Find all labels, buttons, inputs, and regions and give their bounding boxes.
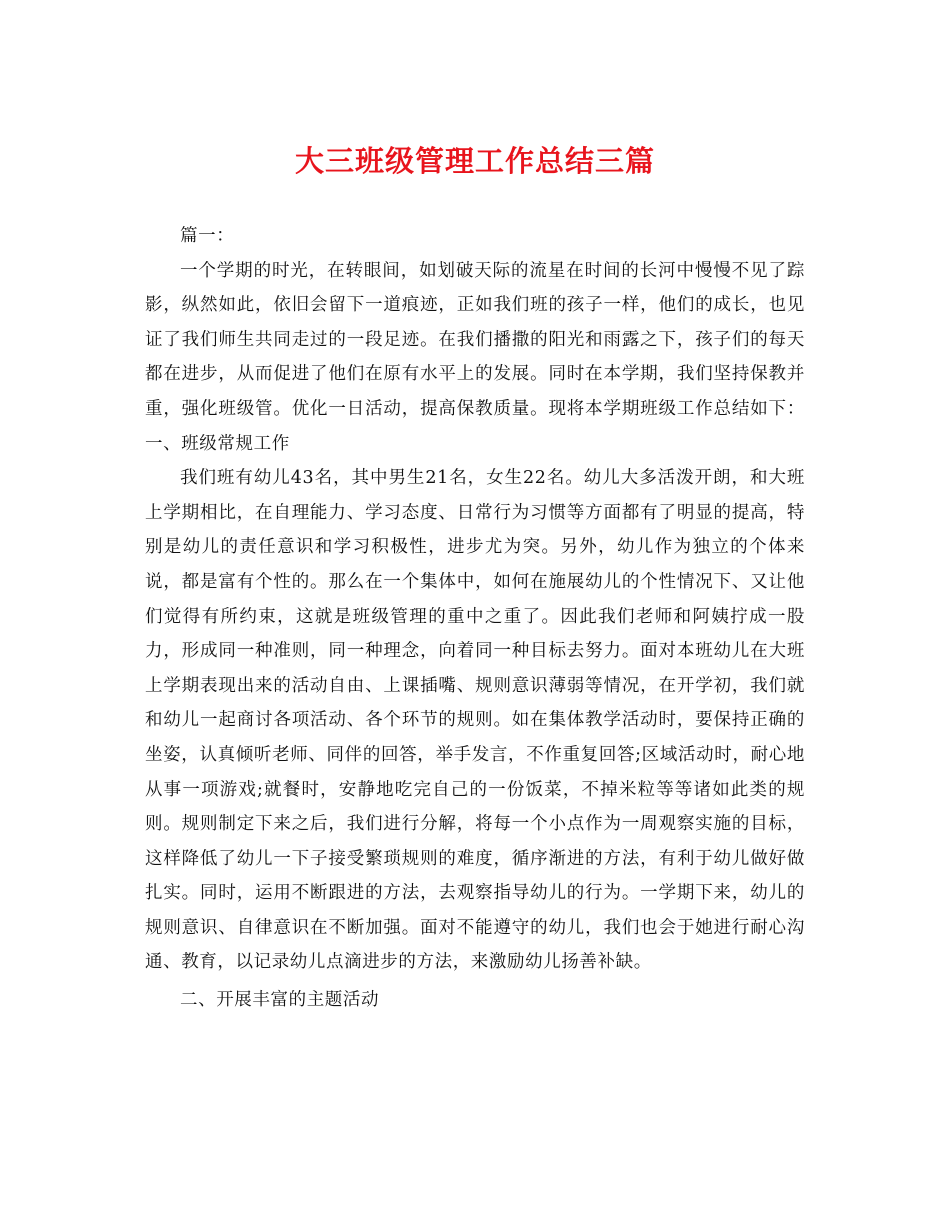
document-title: 大三班级管理工作总结三篇	[294, 144, 655, 178]
body-paragraph: 我们班有幼儿43名，其中男生21名，女生22名。幼儿大多活泼开朗，和大班上学期相比，在自理能力、学习态度、日常行为习惯等方面都有了明显的提高，特别是幼儿的责任意识和学习积极性，进步尤为突。另外，幼儿作为独立的个体来说，都是富有个性的。那么在一个集体中，如何在施展幼儿的个性情况下、又让他们觉得有所约束，这就是班级管理的重中之重了。因此我们老师和阿姨拧成一股力，形成同一种准则，同一种理念，向着同一种目标去努力。面对本班幼儿在大班上学期表现出来的活动自由、上课插嘴、规则意识薄弱等情况，在开学初，我们就和幼儿一起商讨各项活动、各个环节的规则。如在集体教学活动时，要保持正确的坐姿，认真倾听老师、同伴的回答，举手发言，不作重复回答;区域活动时，耐心地从事一项游戏;就餐时，安静地吃完自己的一份饭菜，不掉米粒等等诸如此类的规则。规则制定下来之后，我们进行分解，将每一个小点作为一周观察实施的目标，这样降低了幼儿一下子接受繁琐规则的难度，循序渐进的方法，有利于幼儿做好做扎实。同时，运用不断跟进的方法，去观察指导幼儿的行为。一学期下来，幼儿的规则意识、自律意识在不断加强。面对不能遵守的幼儿，我们也会于她进行耐心沟通、教育，以记录幼儿点滴进步的方法，来激励幼儿扬善补缺。	[145, 468, 805, 973]
section-heading: 二、开展丰富的主题活动	[180, 990, 380, 1011]
body-paragraph: 一个学期的时光，在转眼间，如划破天际的流星在时间的长河中慢慢不见了踪影，纵然如此，依旧会留下一道痕迹，正如我们班的孩子一样，他们的成长，也见证了我们师生共同走过的一段足迹。在我们播撒的阳光和雨露之下，孩子们的每天都在进步，从而促进了他们在原有水平上的发展。同时在本学期，我们坚持保教并重，强化班级管。优化一日活动，提高保教质量。现将本学期班级工作总结如下：一、班级常规工作	[145, 260, 805, 454]
document-body	[145, 219, 805, 1018]
section-label: 篇一：	[180, 226, 235, 246]
